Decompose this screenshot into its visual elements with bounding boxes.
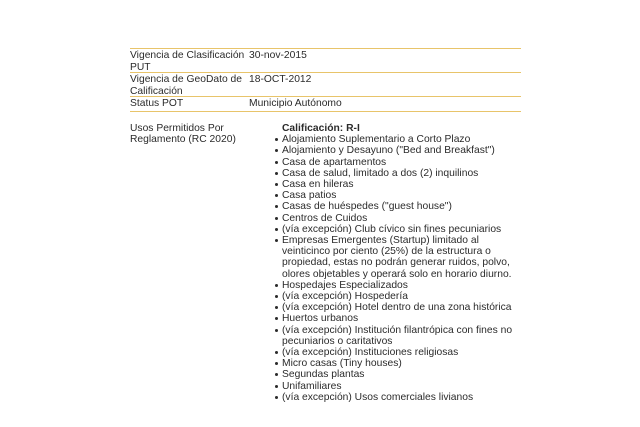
list-item: Casas de huéspedes ("guest house") bbox=[275, 201, 525, 212]
row-value: Municipio Autónomo bbox=[249, 98, 342, 109]
list-item: (vía excepción) Institución filantrópica con fines no pecuniarios o caritativos bbox=[275, 325, 525, 347]
usos-list-container bbox=[275, 123, 525, 403]
list-item: Casa de salud, limitado a dos (2) inquilinos bbox=[275, 168, 525, 179]
list-item: Centros de Cuidos bbox=[275, 213, 525, 224]
list-item: Casa patios bbox=[275, 190, 525, 201]
list-item: (vía excepción) Club cívico sin fines pecuniarios bbox=[275, 224, 525, 235]
list-item: Huertos urbanos bbox=[275, 313, 525, 324]
row-value: 18-OCT-2012 bbox=[249, 74, 312, 85]
list-item: Segundas plantas bbox=[275, 369, 525, 380]
list-item: (vía excepción) Instituciones religiosas bbox=[275, 347, 525, 358]
info-table bbox=[130, 48, 521, 112]
row-label: Status POT bbox=[130, 98, 184, 109]
table-row-vigencia-geodato bbox=[130, 72, 521, 96]
row-value: 30-nov-2015 bbox=[249, 50, 307, 61]
list-item: Alojamiento Suplementario a Corto Plazo bbox=[275, 134, 525, 145]
table-row-status-pot bbox=[130, 96, 521, 112]
list-item: Unifamiliares bbox=[275, 381, 525, 392]
list-item: (vía excepción) Hotel dentro de una zona histórica bbox=[275, 302, 525, 313]
table-row-vigencia-put bbox=[130, 48, 521, 72]
row-label: Vigencia de Clasificación PUT bbox=[130, 50, 245, 73]
list-item: Casa en hileras bbox=[275, 179, 525, 190]
row-label: Vigencia de GeoDato de Calificación bbox=[130, 74, 243, 97]
list-item: (vía excepción) Usos comerciales livianos bbox=[275, 392, 525, 403]
list-item: Hospedajes Especializados bbox=[275, 280, 525, 291]
list-item: Empresas Emergentes (Startup) limitado al veinticinco por ciento (25%) de la estructura o propiedad, estas no podrán generar ruidos, polvo, olores objetables y operará solo en horario diurno. bbox=[275, 235, 525, 280]
list-item: Alojamiento y Desayuno ("Bed and Breakfast") bbox=[275, 145, 525, 156]
list-item: (vía excepción) Hospedería bbox=[275, 291, 525, 302]
usos-label: Usos Permitidos Por Reglamento (RC 2020) bbox=[130, 123, 236, 146]
list-item: Casa de apartamentos bbox=[275, 157, 525, 168]
usos-list bbox=[275, 134, 525, 403]
list-item: Micro casas (Tiny houses) bbox=[275, 358, 525, 369]
calificacion-heading: Calificación: R-I bbox=[282, 123, 360, 134]
